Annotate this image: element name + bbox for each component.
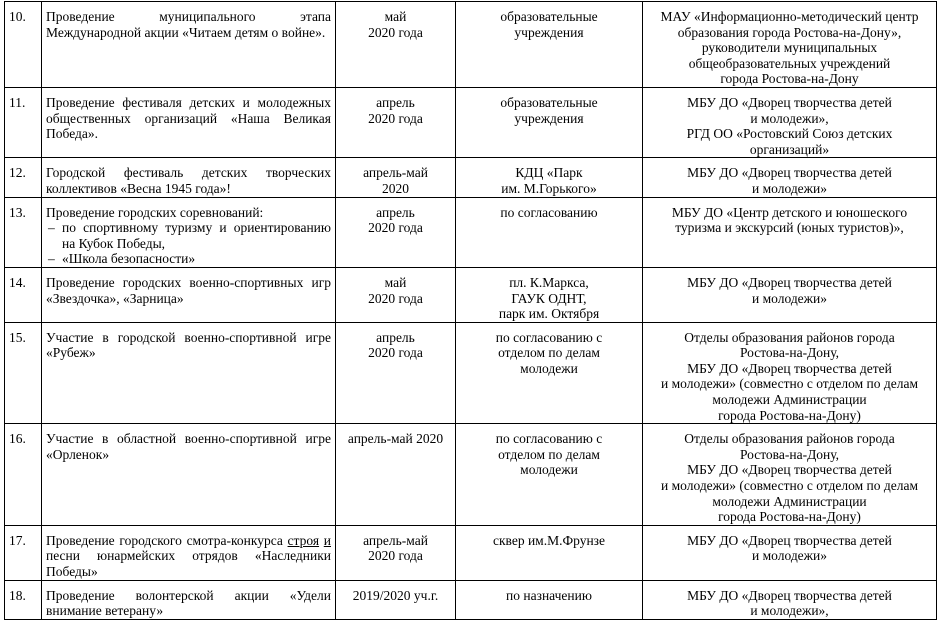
event-responsible: МБУ ДО «Дворец творчества детей и молодежи», РГД ОО «Ростовский Союз детских организаций» (643, 87, 937, 157)
row-number: 17. (5, 525, 42, 580)
event-date: апрель 2020 года (336, 197, 456, 267)
event-responsible: МБУ ДО «Дворец творчества детей и молодежи» (643, 267, 937, 322)
row-number: 10. (5, 2, 42, 88)
event-place: сквер им.М.Фрунзе (456, 525, 643, 580)
event-date: апрель 2020 года (336, 87, 456, 157)
event-place: по согласованию (456, 197, 643, 267)
event-place: пл. К.Маркса, ГАУК ОДНТ, парк им. Октября (456, 267, 643, 322)
event-name: Участие в городской военно-спортивной игре «Рубеж» (42, 322, 336, 424)
event-responsible: Отделы образования районов города Ростова-на-Дону, МБУ ДО «Дворец творчества детей и молодежи» (совместно с отделом по делам молодежи Администрации города Ростова-на-Дону) (643, 322, 937, 424)
row-number: 13. (5, 197, 42, 267)
event-place: по согласованию с отделом по делам молодежи (456, 322, 643, 424)
event-date: 2019/2020 уч.г. (336, 580, 456, 619)
table-row (5, 424, 937, 526)
event-date: апрель-май 2020 (336, 424, 456, 526)
table-row (5, 580, 937, 619)
events-plan-table (4, 1, 937, 620)
event-name: Городской фестиваль детских творческих коллективов «Весна 1945 года»! (42, 158, 336, 197)
event-name (42, 525, 336, 580)
event-name: Проведение муниципального этапа Международной акции «Читаем детям о войне». (42, 2, 336, 88)
event-place: образовательные учреждения (456, 2, 643, 88)
event-place: образовательные учреждения (456, 87, 643, 157)
table-row (5, 2, 937, 88)
event-date: апрель 2020 года (336, 322, 456, 424)
event-date: май 2020 года (336, 267, 456, 322)
event-text: песни юнармейских отрядов «Наследники Победы» (46, 548, 331, 579)
row-number: 11. (5, 87, 42, 157)
event-responsible: МБУ ДО «Дворец творчества детей и молодежи» (643, 525, 937, 580)
row-number: 15. (5, 322, 42, 424)
event-place: по назначению (456, 580, 643, 619)
list-item: – по спортивному туризму и ориентированию на Кубок Победы, (46, 220, 331, 251)
event-place: по согласованию с отделом по делам молодежи (456, 424, 643, 526)
event-responsible: МБУ ДО «Дворец творчества детей и молодежи», (643, 580, 937, 619)
event-responsible: МБУ ДО «Дворец творчества детей и молодежи» (643, 158, 937, 197)
event-intro: Проведение городских соревнований: (46, 204, 264, 220)
table-row (5, 267, 937, 322)
table-row (5, 525, 937, 580)
row-number: 18. (5, 580, 42, 619)
table-row (5, 87, 937, 157)
event-name (42, 197, 336, 267)
event-sublist (46, 220, 331, 267)
event-name: Проведение фестиваля детских и молодежных общественных организаций «Наша Великая Победа». (42, 87, 336, 157)
event-date: май 2020 года (336, 2, 456, 88)
event-responsible: Отделы образования районов города Ростова-на-Дону, МБУ ДО «Дворец творчества детей и молодежи» (совместно с отделом по делам молодежи Администрации города Ростова-на-Дону) (643, 424, 937, 526)
table-row (5, 197, 937, 267)
event-responsible: МБУ ДО «Центр детского и юношеского туризма и экскурсий (юных туристов)», (643, 197, 937, 267)
table-row (5, 322, 937, 424)
list-item: – «Школа безопасности» (46, 251, 331, 267)
row-number: 12. (5, 158, 42, 197)
row-number: 14. (5, 267, 42, 322)
event-name: Проведение волонтерской акции «Удели внимание ветерану» (42, 580, 336, 619)
event-date: апрель-май 2020 года (336, 525, 456, 580)
event-name: Проведение городских военно-спортивных игр «Звездочка», «Зарница» (42, 267, 336, 322)
event-responsible: МАУ «Информационно-методический центр образования города Ростова-на-Дону», руководители муниципальных общеобразовательных учреждений города Ростова-на-Дону (643, 2, 937, 88)
row-number: 16. (5, 424, 42, 526)
event-text-underlined: строя (287, 532, 320, 548)
table-row (5, 158, 937, 197)
event-name: Участие в областной военно-спортивной игре «Орленок» (42, 424, 336, 526)
event-text-underlined: и (323, 532, 331, 548)
event-place: КДЦ «Парк им. М.Горького» (456, 158, 643, 197)
event-date: апрель-май 2020 (336, 158, 456, 197)
event-text: Проведение городского смотра-конкурса (46, 532, 283, 548)
